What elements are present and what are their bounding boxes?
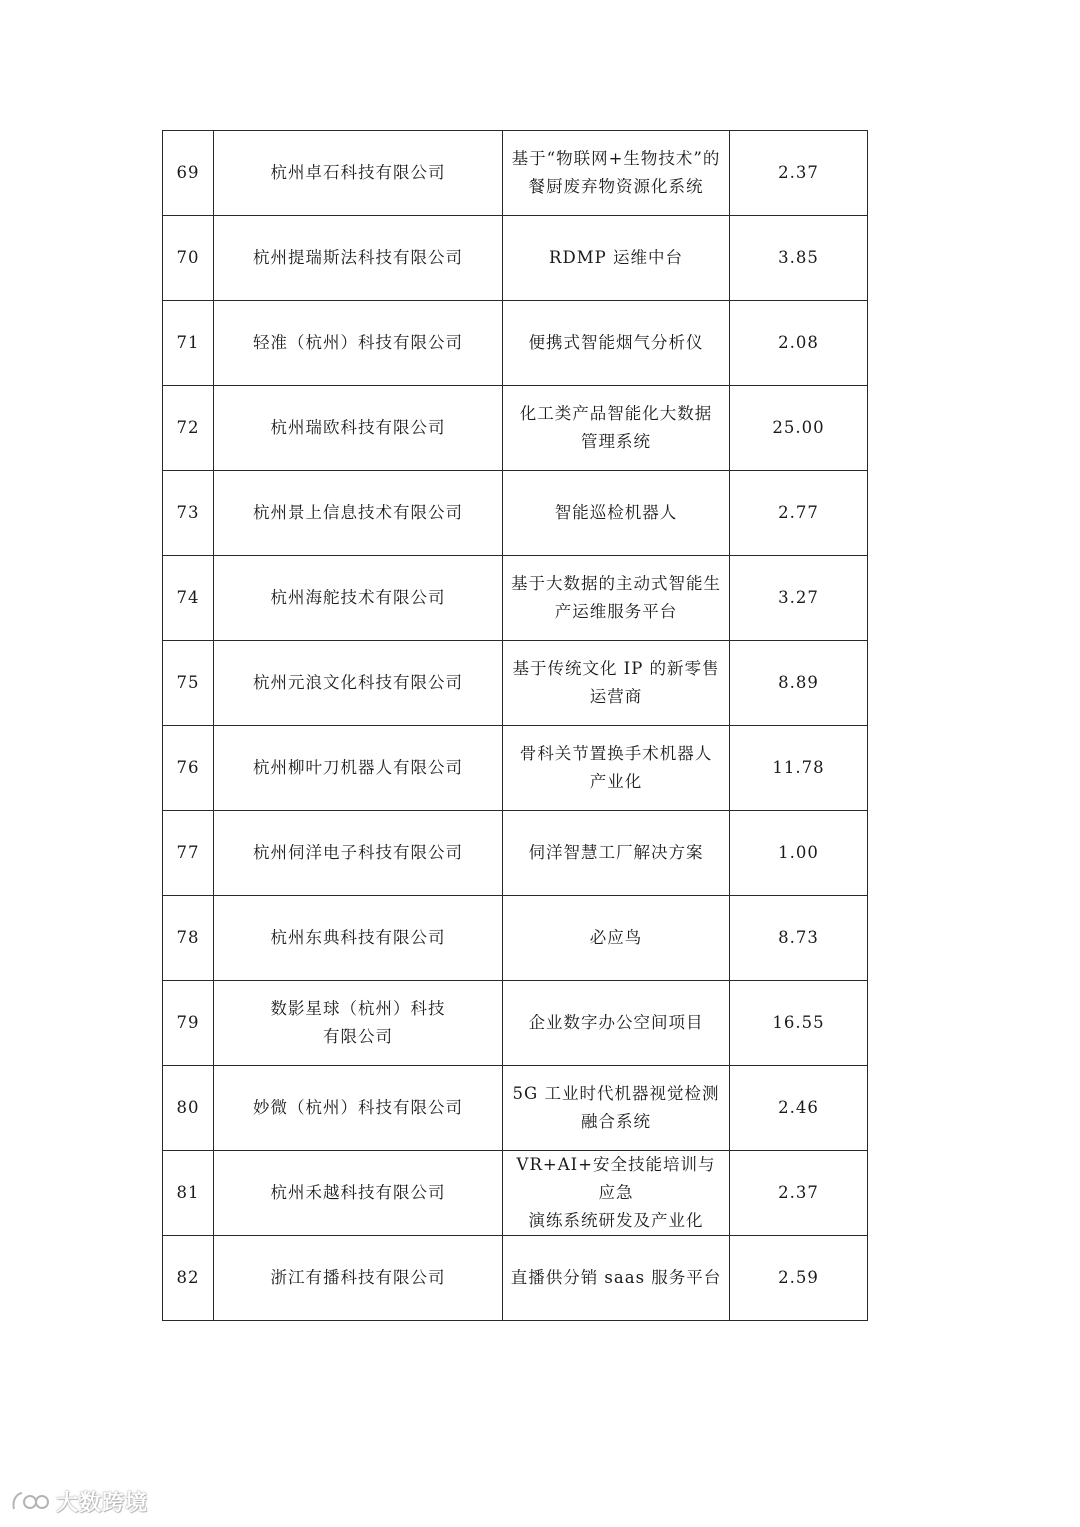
watermark <box>10 1486 148 1517</box>
table-row <box>163 896 868 981</box>
company-cell <box>214 1151 503 1236</box>
amount-cell: 16.55 <box>730 981 868 1066</box>
company-cell-line: 杭州东典科技有限公司 <box>270 928 446 947</box>
table-row <box>163 981 868 1066</box>
company-cell-line: 数影星球（杭州）科技 <box>270 999 446 1018</box>
amount-cell: 11.78 <box>730 726 868 811</box>
table-row <box>163 556 868 641</box>
table-body <box>163 131 868 1321</box>
company-cell-line: 杭州海舵技术有限公司 <box>270 588 446 607</box>
row-number-cell: 74 <box>163 556 214 641</box>
project-cell <box>503 386 730 471</box>
project-cell-line: 基于“物联网+生物技术”的 <box>511 149 721 168</box>
project-cell-line: 直播供分销 saas 服务平台 <box>510 1268 722 1287</box>
row-number-cell: 79 <box>163 981 214 1066</box>
company-cell-line: 杭州禾越科技有限公司 <box>270 1183 446 1202</box>
company-cell-line: 杭州提瑞斯法科技有限公司 <box>253 248 463 267</box>
table-row <box>163 386 868 471</box>
company-cell <box>214 1236 503 1321</box>
amount-cell: 25.00 <box>730 386 868 471</box>
company-cell <box>214 216 503 301</box>
table-row <box>163 1151 868 1236</box>
project-cell-line: 便携式智能烟气分析仪 <box>528 333 704 352</box>
amount-cell: 2.77 <box>730 471 868 556</box>
company-cell <box>214 131 503 216</box>
amount-cell: 1.00 <box>730 811 868 896</box>
table-row <box>163 811 868 896</box>
amount-cell: 8.89 <box>730 641 868 726</box>
project-cell-line: 产业化 <box>589 772 643 791</box>
company-cell-line: 杭州柳叶刀机器人有限公司 <box>253 758 463 777</box>
amount-cell: 3.27 <box>730 556 868 641</box>
project-cell-line: 餐厨废弃物资源化系统 <box>528 177 704 196</box>
table-row <box>163 726 868 811</box>
project-cell <box>503 131 730 216</box>
watermark-text: 大数跨境 <box>56 1491 149 1516</box>
row-number-cell: 71 <box>163 301 214 386</box>
project-cell <box>503 216 730 301</box>
table-row <box>163 1066 868 1151</box>
table-row <box>163 641 868 726</box>
company-cell <box>214 981 503 1066</box>
row-number-cell: 69 <box>163 131 214 216</box>
company-cell <box>214 471 503 556</box>
project-cell <box>503 641 730 726</box>
amount-cell: 2.37 <box>730 1151 868 1236</box>
row-number-cell: 77 <box>163 811 214 896</box>
company-cell-line: 妙微（杭州）科技有限公司 <box>253 1098 463 1117</box>
company-cell <box>214 556 503 641</box>
project-cell-line: 骨科关节置换手术机器人 <box>519 744 713 763</box>
table-row <box>163 1236 868 1321</box>
project-cell-line: 管理系统 <box>581 432 651 451</box>
amount-cell: 2.46 <box>730 1066 868 1151</box>
row-number-cell: 81 <box>163 1151 214 1236</box>
row-number-cell: 76 <box>163 726 214 811</box>
table-row <box>163 301 868 386</box>
logo-mark-icon <box>10 1489 50 1515</box>
company-cell-line: 轻准（杭州）科技有限公司 <box>253 333 463 352</box>
project-cell-line: 5G 工业时代机器视觉检测 <box>512 1084 720 1103</box>
amount-cell: 8.73 <box>730 896 868 981</box>
company-cell-line: 杭州元浪文化科技有限公司 <box>253 673 463 692</box>
amount-cell: 2.37 <box>730 131 868 216</box>
table-row <box>163 131 868 216</box>
row-number-cell: 80 <box>163 1066 214 1151</box>
project-cell-line: 运营商 <box>589 687 643 706</box>
amount-cell: 2.59 <box>730 1236 868 1321</box>
company-cell <box>214 301 503 386</box>
company-cell <box>214 386 503 471</box>
row-number-cell: 78 <box>163 896 214 981</box>
project-cell-line: 必应鸟 <box>589 928 643 947</box>
company-cell <box>214 726 503 811</box>
amount-cell: 2.08 <box>730 301 868 386</box>
row-number-cell: 82 <box>163 1236 214 1321</box>
table-row <box>163 471 868 556</box>
row-number-cell: 72 <box>163 386 214 471</box>
project-cell-line: 演练系统研发及产业化 <box>528 1211 704 1230</box>
row-number-cell: 75 <box>163 641 214 726</box>
project-cell <box>503 1151 730 1236</box>
project-cell <box>503 1236 730 1321</box>
project-cell-line: 产运维服务平台 <box>554 602 678 621</box>
project-cell-line: 化工类产品智能化大数据 <box>519 404 713 423</box>
company-cell-line: 杭州卓石科技有限公司 <box>270 163 446 182</box>
project-cell <box>503 811 730 896</box>
project-cell-line: 企业数字办公空间项目 <box>528 1013 704 1032</box>
project-cell-line: 智能巡检机器人 <box>554 503 678 522</box>
amount-cell: 3.85 <box>730 216 868 301</box>
company-cell-line: 杭州景上信息技术有限公司 <box>253 503 463 522</box>
project-cell <box>503 556 730 641</box>
row-number-cell: 70 <box>163 216 214 301</box>
company-cell <box>214 896 503 981</box>
project-cell-line: 基于传统文化 IP 的新零售 <box>512 659 720 678</box>
company-cell-line: 浙江有播科技有限公司 <box>270 1268 446 1287</box>
project-cell <box>503 726 730 811</box>
row-number-cell: 73 <box>163 471 214 556</box>
project-cell-line: 基于大数据的主动式智能生 <box>511 574 721 593</box>
project-cell-line: RDMP 运维中台 <box>549 248 683 267</box>
company-cell-line: 杭州瑞欧科技有限公司 <box>270 418 446 437</box>
project-cell <box>503 1066 730 1151</box>
project-cell-line: 融合系统 <box>581 1112 651 1131</box>
project-cell <box>503 301 730 386</box>
company-cell <box>214 811 503 896</box>
company-cell-line: 有限公司 <box>323 1027 393 1046</box>
company-cell <box>214 1066 503 1151</box>
project-cell-line: VR+AI+安全技能培训与应急 <box>516 1155 716 1202</box>
project-cell-line: 伺洋智慧工厂解决方案 <box>528 843 704 862</box>
project-cell <box>503 981 730 1066</box>
project-cell <box>503 896 730 981</box>
company-cell <box>214 641 503 726</box>
company-cell-line: 杭州伺洋电子科技有限公司 <box>253 843 463 862</box>
data-table <box>162 130 868 1321</box>
table-row <box>163 216 868 301</box>
project-cell <box>503 471 730 556</box>
